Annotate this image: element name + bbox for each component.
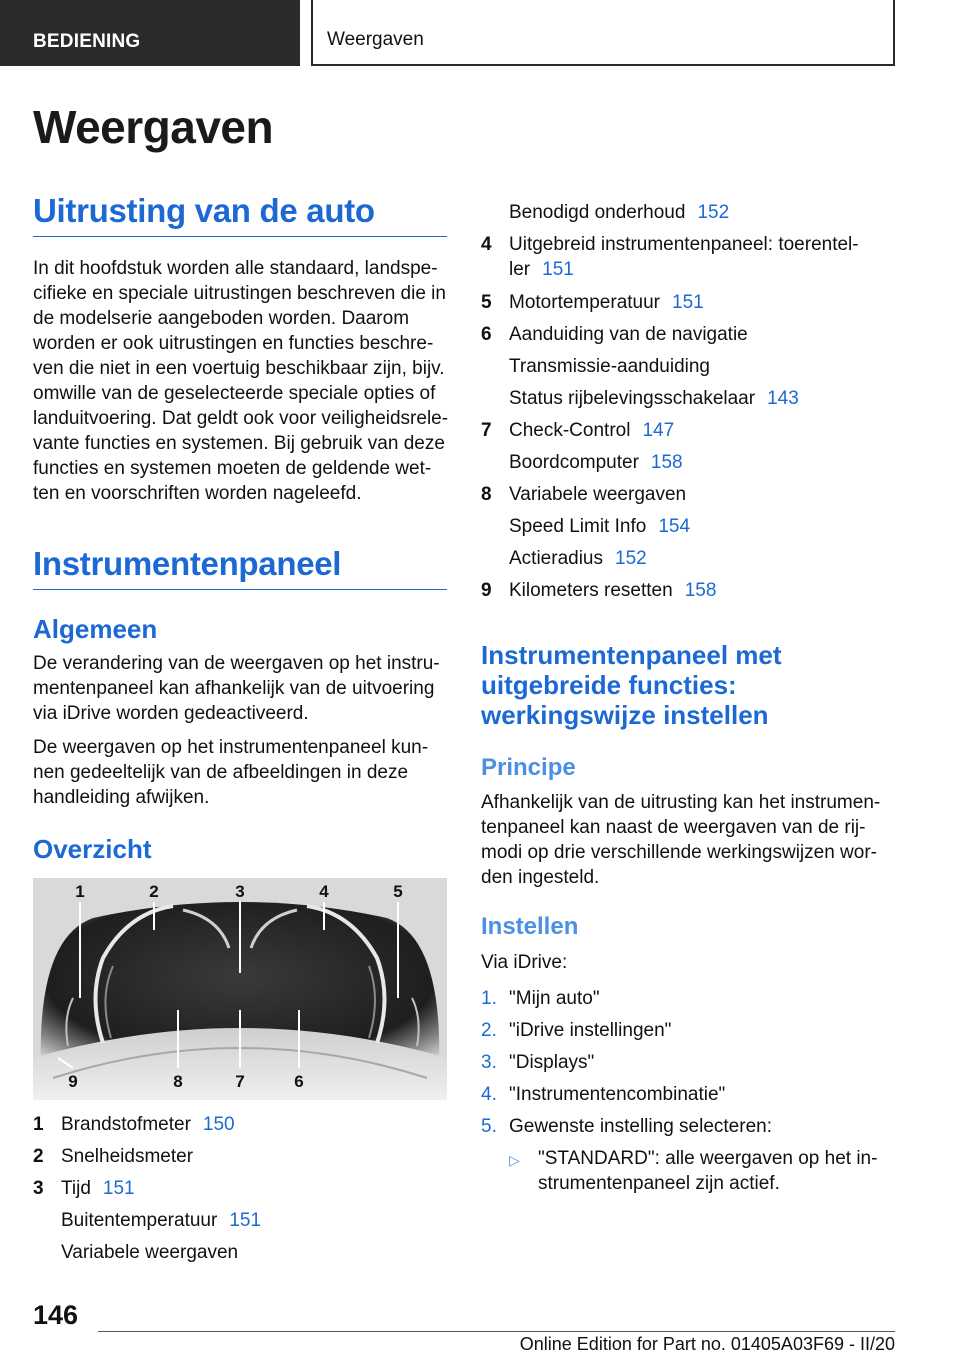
page-reference-link[interactable]: 151 [102,1178,135,1199]
legend-text: Transmissie-aanduiding [509,356,711,377]
callout-1: 1 [75,882,85,901]
callout-4: 4 [319,882,329,901]
step-item [481,986,891,1018]
step-number: 4. [481,1084,497,1105]
footer-edition: Online Edition for Part no. 01405A03F69 - II/20 [519,1334,895,1354]
step-item [481,1082,891,1114]
heading-overview: Overzicht [33,834,152,864]
legend-number: 9 [481,580,492,601]
legend-item [481,450,891,482]
page-reference-link[interactable]: 151 [672,292,704,313]
legend-item [481,514,891,546]
footer-divider [98,1331,895,1332]
legend-item [481,354,891,386]
legend-number: 2 [33,1146,44,1167]
step-number: 1. [481,988,497,1009]
legend-item [481,418,891,450]
legend-item [33,1144,449,1176]
legend-text: Aanduiding van de navigatie [509,324,748,345]
legend-item [481,200,891,232]
general-paragraph-1: De verandering van de weergaven op het instru-mentenpaneel kan afhankelijk van de uitvoering via iDrive worden gedeactiveerd. [33,653,440,724]
legend-number: 4 [481,234,492,255]
legend-text: Uitgebreid instrumentenpaneel: toerentel-ler [509,234,859,280]
legend-item [481,232,891,290]
general-paragraph-2: De weergaven op het instrumentenpaneel kun-nen gedeeltelijk van de afbeeldingen in deze handleiding afwijken. [33,737,429,808]
callout-6: 6 [294,1072,304,1091]
page-reference-link[interactable]: 152 [615,548,647,569]
legend-number: 6 [481,324,492,345]
legend-item [33,1240,449,1272]
page-reference-link[interactable]: 151 [229,1210,262,1231]
header-section-label: BEDIENING [0,0,300,66]
page-reference-link[interactable]: 143 [767,388,799,409]
callout-2: 2 [149,882,159,901]
step-number: 3. [481,1052,497,1073]
step-item [481,1050,891,1082]
page-reference-link[interactable]: 147 [642,420,675,441]
callout-5: 5 [393,882,403,901]
legend-number: 8 [481,484,492,505]
legend-number: 5 [481,292,492,313]
legend-text: Speed Limit Info [509,516,647,537]
legend-item [481,578,891,610]
callout-7: 7 [235,1072,245,1091]
heading-instrument-panel: Instrumentenpaneel [33,545,447,590]
legend-text: Motortemperatuur [509,292,661,313]
legend-item [481,322,891,354]
step-text: Gewenste instelling selecteren: [509,1116,772,1137]
page-reference-link[interactable]: 158 [650,452,683,473]
legend-text: Status rijbelevingsschakelaar [509,388,756,409]
legend-text: Variabele weergaven [61,1242,239,1263]
callout-9: 9 [68,1072,78,1091]
legend-text: Variabele weergaven [509,484,687,505]
page-reference-link[interactable]: 152 [697,202,730,223]
legend-text: Actieradius [509,548,603,569]
heading-principle: Principe [481,754,576,781]
legend-item [481,290,891,322]
legend-right [481,200,891,610]
legend-text: Boordcomputer [509,452,639,473]
setup-steps-list [481,986,891,1146]
legend-item [33,1112,449,1144]
callout-3: 3 [235,882,245,901]
legend-text: Buitentemperatuur [61,1210,218,1231]
legend-number: 1 [33,1114,44,1135]
legend-item [33,1176,449,1208]
step-item [481,1018,891,1050]
triangle-bullet-icon: ▷ [509,1152,520,1168]
setup-intro: Via iDrive: [481,952,568,973]
legend-text: Brandstofmeter [61,1114,191,1135]
legend-text: Benodigd onderhoud [509,202,686,223]
legend-number: 3 [33,1178,44,1199]
legend-item [33,1208,449,1240]
legend-text: Snelheidsmeter [61,1146,194,1167]
legend-item [481,386,891,418]
page-title: Weergaven [33,101,274,153]
step-text: "Displays" [509,1052,595,1073]
heading-general: Algemeen [33,614,158,644]
legend-number: 7 [481,420,492,441]
legend-left [33,1112,449,1272]
legend-item [481,482,891,514]
equipment-paragraph: In dit hoofdstuk worden alle standaard, landspe-cifieke en speciale uitrustingen beschreven die in de modelserie aangeboden worden. Daarom worden er ook uitrustingen en functies beschre-ven die niet in een voertuig beschikbaar zijn, bijv. omwille van de geselecteerde speciale opties of landuitvoering. Dat geldt ook voor veiligheidsrele-vante functies en systemen. Bij gebruik van deze functies en systemen moeten de geldende wet-ten en voorschriften worden nageleefd. [33,258,449,504]
page-reference-link[interactable]: 151 [542,259,574,280]
substep-text: "STANDARD": alle weergaven op het in-strumentenpaneel zijn actief. [538,1148,878,1194]
step-text: "Instrumentencombinatie" [509,1084,726,1105]
legend-text: Kilometers resetten [509,580,673,601]
step-item [481,1114,891,1146]
legend-text: Check-Control [509,420,631,441]
heading-extended-functions: Instrumentenpaneel met uitgebreide functies: werkingswijze instellen [481,640,782,730]
page-reference-link[interactable]: 150 [202,1114,235,1135]
heading-equipment: Uitrusting van de auto [33,192,447,237]
principle-paragraph: Afhankelijk van de uitrusting kan het instrumen-tenpaneel kan naast de weergaven van de rij-modi op drie verschillende werkingswijzen wor-den ingesteld. [481,792,881,888]
page-reference-link[interactable]: 154 [658,516,691,537]
instrument-cluster-image [33,878,447,1100]
step-text: "Mijn auto" [509,988,600,1009]
step-number: 5. [481,1116,497,1137]
step-text: "iDrive instellingen" [509,1020,672,1041]
page-reference-link[interactable]: 158 [684,580,717,601]
step-number: 2. [481,1020,497,1041]
legend-text: Tijd [61,1178,91,1199]
page-number: 146 [33,1300,79,1330]
callout-8: 8 [173,1072,183,1091]
header-topic-label: Weergaven [311,0,895,66]
heading-setup: Instellen [481,913,579,940]
legend-item [481,546,891,578]
